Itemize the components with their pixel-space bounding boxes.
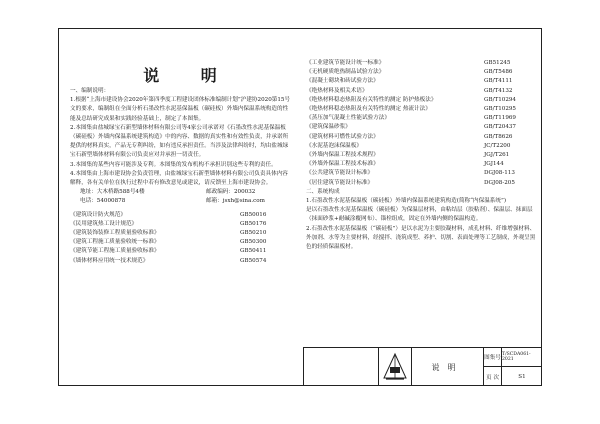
standard-code: GB/T4111	[484, 78, 513, 85]
standard-code: JGJ144	[484, 161, 504, 168]
section-1-paragraph-2: 2.本图集由盐城绿宝石新型墙体材料有限公司等4家公司承诺对《石墨改性水泥基保温板（碳硅板）外墙内保温系统建筑构造》中的内容、数据的真实性和有效性负责，并承诺所提供的材料真实，产品无专利纠纷，如有违反承担责任。当涉及法律纠纷时，均由盐城绿宝石新型墙体材料有限公司负责应对并承担一切责任。	[70, 124, 289, 159]
standard-row	[306, 114, 536, 123]
section-2-paragraph-3: 2.石墨改性水泥基保温板（“碳硅板”）是以水泥为主要胶凝材料，成孔材料、纤维增强材料、外加剂、水等为主要材料，经搅拌、浇筑成型、养护、切割、表面处理等工艺制成，外观呈黑色的轻质保温板材。	[306, 225, 536, 251]
left-standards-list	[70, 211, 292, 266]
standard-code: GB50016	[240, 211, 267, 218]
standard-name: 《建筑材料可燃性试验方法》	[306, 133, 379, 140]
standard-row	[306, 123, 536, 132]
page-label: 页 次	[484, 367, 502, 386]
standard-name: 《建筑节能工程施工质量验收标准》	[70, 248, 160, 255]
title-block-grid	[484, 348, 542, 386]
section-1-paragraph-1: 1.根据“上海市建设协会2020年第四季度工程建设团体标准编制计划”沪建协2020第15号文的要求，编制组在全面分析石墨改性水泥基保温板（碳硅板）外墙内保温系统构造的性能及总结研究成果和实践经验基础上，制定了本图集。	[70, 97, 291, 122]
section-1-paragraph-4: 4.本图集由上海市建设协会负责管理，由盐城绿宝石新型墙体材料有限公司负责具体内容解释，各有关单位在执行过程中若有修改意见或建议，请反馈至上海市建设协会。	[70, 170, 288, 187]
standard-row	[70, 247, 292, 256]
standard-row	[70, 229, 292, 238]
standard-code: GB50300	[240, 239, 267, 246]
standard-name: 《建筑工程施工质量验收统一标准》	[70, 239, 160, 246]
standard-name: 《绝热材料及相关术语》	[306, 87, 368, 94]
standard-row	[70, 220, 292, 229]
standard-name: 《外墙外保温工程技术标准》	[306, 161, 379, 168]
zip-text: 邮政编码：200032	[206, 189, 256, 196]
standard-row	[70, 257, 292, 266]
page-title: 说 明	[143, 66, 235, 85]
standard-row	[70, 211, 292, 220]
address-text: 地址：大木桥路588号4楼	[80, 189, 145, 196]
standard-row	[306, 142, 536, 151]
standard-name: 《混凝土砌块和砖试验方法》	[306, 78, 379, 85]
standard-code: GB/T4132	[484, 87, 513, 94]
atlas-number: T/SCDA061-2021	[502, 348, 542, 367]
phone-text: 电话：54000878	[80, 198, 126, 205]
standard-row	[306, 59, 536, 68]
section-1-heading: 一、编制说明：	[70, 88, 110, 94]
standard-name: 《绝热材料稳态热阻及有关特性的测定 热流计法》	[306, 106, 431, 113]
drawing-sheet	[58, 28, 542, 386]
logo-icon	[378, 348, 412, 386]
contact-row-2	[70, 197, 292, 206]
standard-name: 《建筑设计防火规范》	[70, 211, 126, 218]
contact-row-1	[70, 188, 292, 197]
standard-code: GB/T10294	[484, 96, 516, 103]
standard-row	[306, 105, 536, 114]
standard-code: GB50176	[240, 220, 267, 227]
standard-row	[306, 68, 536, 77]
standard-name: 《民用建筑热工设计规范》	[70, 220, 138, 227]
standard-row	[306, 87, 536, 96]
standard-name: 《外墙内保温工程技术规程》	[306, 152, 379, 159]
standard-code: GB/T10295	[484, 106, 516, 113]
standard-name: 《建筑装饰装修工程质量验收标准》	[70, 230, 160, 237]
standard-code: JGJ/T261	[484, 152, 510, 159]
email-text: 邮箱：jsxh@sina.com	[206, 198, 265, 205]
section-1-paragraph-3: 3.本图集的某些内容可能涉及专利。本图集的发布机构不承担识别这些专利的责任。	[70, 161, 277, 168]
standard-row	[70, 238, 292, 247]
standard-name: 《无机硬质绝热制品试验方法》	[306, 69, 385, 76]
standard-code: GB51245	[484, 60, 511, 66]
standard-row	[306, 151, 536, 160]
standard-code: DGJ08-113	[484, 170, 515, 177]
section-2-heading: 二、系统构成	[306, 188, 340, 195]
standard-code: GB/T11969	[484, 115, 516, 122]
standard-row	[306, 179, 536, 188]
standard-code: GB50411	[240, 248, 267, 255]
right-standards-list	[306, 59, 536, 188]
standard-name: 《工业建筑节能设计统一标准》	[306, 60, 385, 66]
standard-row	[306, 77, 536, 86]
standard-name: 《墙体材料应用统一技术规范》	[70, 257, 149, 264]
standard-row	[306, 169, 536, 178]
atlas-label: 图集号	[484, 348, 502, 367]
standard-code: JC/T2200	[484, 142, 511, 149]
standard-name: 《水泥基泡沫保温板》	[306, 142, 362, 149]
standard-code: GB/T20437	[484, 124, 516, 131]
section-2-paragraph-2: 是以石墨改性水泥基保温板（碳硅板）为保温层材料，由粘结层（胶粘剂）、保温层、抹面层（抹面砂浆+耐碱涂覆网布）、锚栓组成，固定在外墙内侧的保温构造。	[306, 207, 533, 223]
section-2-paragraph-1: 1.石墨改性水泥基保温板（碳硅板）外墙内保温系统建筑构造(简称“内保温系统”)	[306, 198, 507, 205]
sheet-name: 说明	[412, 348, 484, 386]
standard-name: 《居住建筑节能设计标准》	[306, 179, 374, 186]
standard-row	[306, 96, 536, 105]
standard-row	[306, 160, 536, 169]
standard-name: 《建筑保温砂浆》	[306, 124, 351, 131]
standard-row	[306, 133, 536, 142]
standard-name: 《绝热材料稳态热阻及有关特性的测定 防护热板法》	[306, 96, 437, 103]
standard-code: GB/T8626	[484, 133, 513, 140]
standard-code: GB/T5486	[484, 69, 513, 76]
left-column	[70, 87, 292, 266]
right-column	[306, 59, 536, 252]
standard-code: DGJ08-205	[484, 179, 515, 186]
standard-code: GB50574	[240, 257, 267, 264]
standard-code: GB50210	[240, 230, 267, 237]
standard-name: 《蒸压加气混凝土性能试验方法》	[306, 115, 390, 122]
page-number: S1	[518, 373, 526, 380]
title-block	[303, 347, 541, 385]
standard-name: 《公共建筑节能设计标准》	[306, 170, 374, 177]
